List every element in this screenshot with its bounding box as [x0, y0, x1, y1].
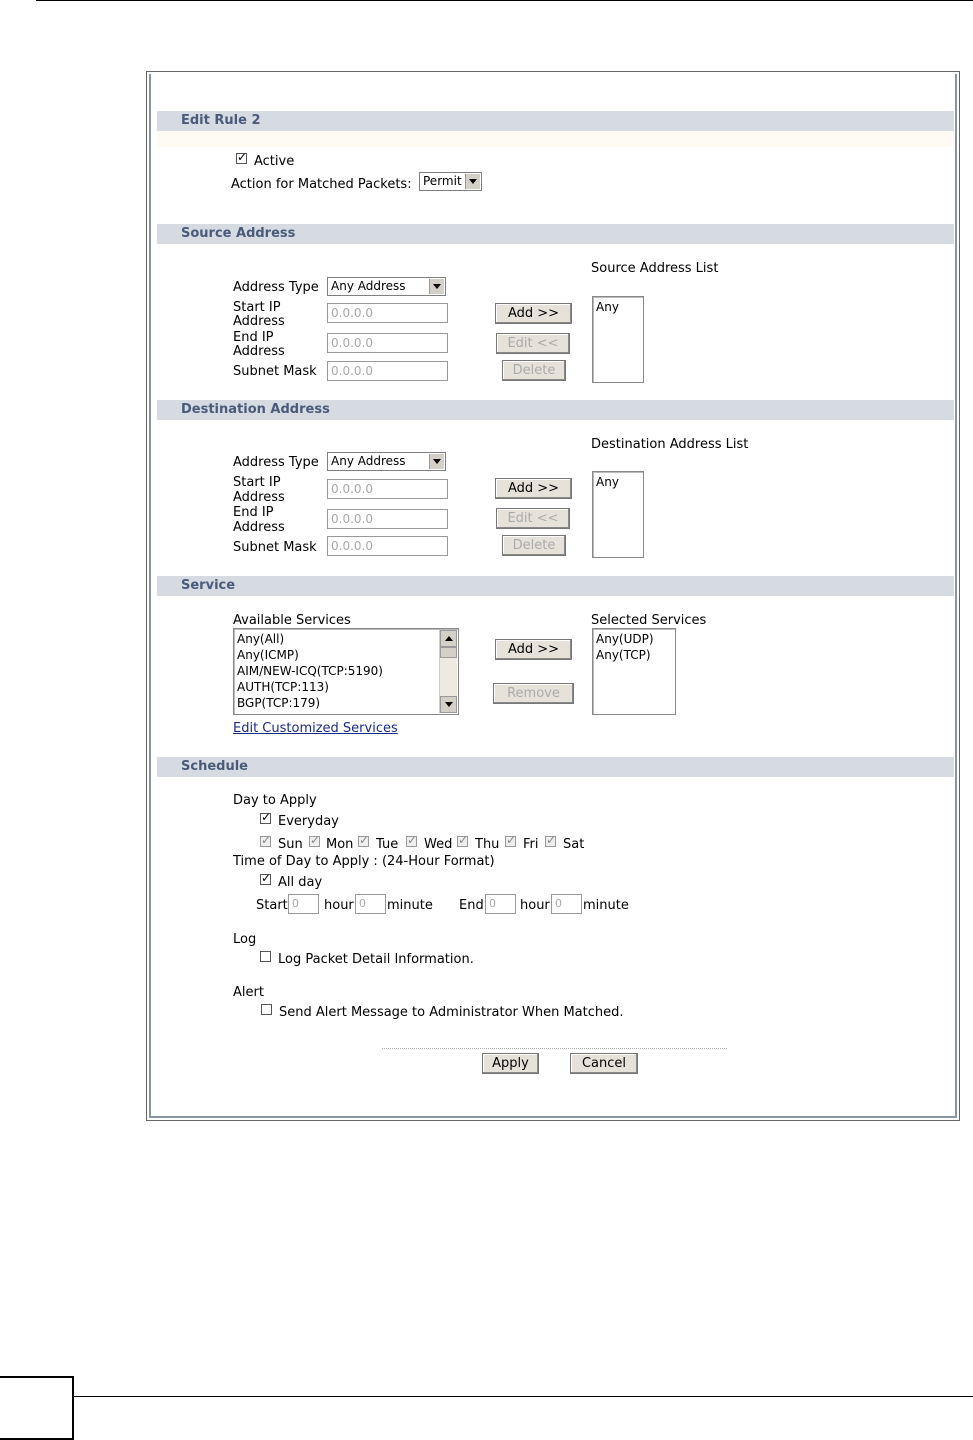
source-start-ip-input[interactable]: 0.0.0.0 [327, 303, 448, 323]
log-title: Log [233, 932, 257, 947]
source-end-ip-label: End IP [233, 330, 274, 345]
source-address-type-value: Any Address [331, 279, 406, 293]
sat-label: Sat [563, 837, 585, 852]
destination-start-ip-label-2: Address [233, 490, 285, 505]
start-label: Start [256, 898, 288, 913]
selected-services-title: Selected Services [591, 613, 707, 628]
service-add-button[interactable]: Add >> [495, 639, 572, 660]
destination-title: Destination Address [181, 402, 330, 417]
scroll-down-icon[interactable] [440, 696, 457, 713]
fri-label: Fri [523, 837, 539, 852]
thu-label: Thu [475, 837, 500, 852]
source-list-title: Source Address List [591, 261, 719, 276]
wed-checkbox[interactable] [406, 836, 417, 847]
destination-address-type-select[interactable] [327, 452, 446, 471]
chevron-down-icon [429, 279, 444, 294]
destination-address-type-value: Any Address [331, 454, 406, 468]
chevron-down-icon [465, 174, 480, 189]
chevron-down-icon [429, 454, 444, 469]
schedule-header [157, 757, 954, 777]
destination-end-ip-input[interactable]: 0.0.0.0 [327, 509, 448, 529]
source-end-ip-label-2: Address [233, 344, 285, 359]
source-address-list[interactable] [592, 296, 644, 383]
action-label: Action for Matched Packets: [231, 177, 412, 192]
destination-add-button[interactable]: Add >> [495, 478, 572, 499]
log-checkbox[interactable] [260, 951, 271, 962]
destination-address-list[interactable] [592, 471, 644, 558]
scroll-thumb[interactable] [440, 647, 457, 658]
destination-subnet-label: Subnet Mask [233, 540, 317, 555]
end-hour-label: hour [520, 898, 550, 913]
source-edit-button[interactable]: Edit << [496, 333, 570, 354]
available-services-scrollbar[interactable] [439, 630, 457, 713]
source-end-ip-input[interactable]: 0.0.0.0 [327, 333, 448, 353]
alert-checkbox[interactable] [261, 1004, 272, 1015]
list-item[interactable]: Any(TCP) [596, 648, 651, 662]
source-delete-button[interactable]: Delete [502, 360, 566, 381]
start-hour-input[interactable]: 0 [288, 894, 319, 914]
available-services-list[interactable] [233, 628, 459, 715]
tue-checkbox[interactable] [358, 836, 369, 847]
end-label: End [459, 898, 484, 913]
allday-checkbox[interactable] [260, 874, 271, 885]
destination-address-type-label: Address Type [233, 455, 319, 470]
page-footer-rule [74, 1396, 973, 1397]
action-select[interactable] [419, 172, 482, 191]
source-add-button[interactable]: Add >> [495, 303, 572, 324]
destination-delete-button[interactable]: Delete [502, 535, 566, 556]
active-checkbox[interactable] [236, 153, 247, 164]
destination-end-ip-label: End IP [233, 505, 274, 520]
mon-label: Mon [326, 837, 354, 852]
schedule-title: Schedule [181, 759, 248, 774]
end-minute-label: minute [583, 898, 629, 913]
start-minute-label: minute [387, 898, 433, 913]
cancel-button[interactable]: Cancel [570, 1053, 638, 1074]
time-of-day-title: Time of Day to Apply : (24-Hour Format) [233, 854, 495, 869]
active-label: Active [254, 154, 295, 169]
service-header [157, 576, 954, 596]
action-select-value: Permit [423, 174, 462, 188]
tue-label: Tue [376, 837, 399, 852]
list-item[interactable]: Any(All) [237, 632, 285, 646]
edit-rule-header [157, 111, 954, 131]
source-subnet-label: Subnet Mask [233, 364, 317, 379]
start-minute-input[interactable]: 0 [355, 894, 386, 914]
log-option-label: Log Packet Detail Information. [278, 952, 474, 967]
apply-button[interactable]: Apply [482, 1053, 539, 1074]
scroll-up-icon[interactable] [440, 630, 457, 647]
edit-customized-services-link[interactable]: Edit Customized Services [233, 721, 398, 736]
everyday-checkbox[interactable] [260, 813, 271, 824]
source-start-ip-label: Start IP [233, 300, 281, 315]
start-hour-label: hour [324, 898, 354, 913]
source-title: Source Address [181, 226, 296, 241]
source-start-ip-label-2: Address [233, 314, 285, 329]
edit-rule-title: Edit Rule 2 [181, 113, 261, 128]
destination-start-ip-label: Start IP [233, 475, 281, 490]
sat-checkbox[interactable] [545, 836, 556, 847]
source-address-type-label: Address Type [233, 280, 319, 295]
day-to-apply-title: Day to Apply [233, 793, 317, 808]
destination-subnet-input[interactable]: 0.0.0.0 [327, 536, 448, 556]
end-minute-input[interactable]: 0 [551, 894, 582, 914]
sun-checkbox[interactable] [260, 836, 271, 847]
alert-option-label: Send Alert Message to Administrator When Matched. [279, 1005, 624, 1020]
list-item[interactable]: AUTH(TCP:113) [237, 680, 329, 694]
mon-checkbox[interactable] [309, 836, 320, 847]
thu-checkbox[interactable] [457, 836, 468, 847]
list-item[interactable]: BGP(TCP:179) [237, 696, 321, 710]
page-top-rule [36, 0, 973, 1]
list-item[interactable]: AIM/NEW-ICQ(TCP:5190) [237, 664, 383, 678]
service-title: Service [181, 578, 236, 593]
list-item[interactable]: Any [596, 300, 619, 314]
destination-list-title: Destination Address List [591, 437, 749, 452]
available-services-title: Available Services [233, 613, 351, 628]
wed-label: Wed [424, 837, 453, 852]
list-item[interactable]: Any(ICMP) [237, 648, 299, 662]
page-number-box [0, 1376, 74, 1440]
allday-label: All day [278, 875, 323, 890]
end-hour-input[interactable]: 0 [485, 894, 516, 914]
fri-checkbox[interactable] [505, 836, 516, 847]
divider [382, 1048, 727, 1049]
list-item[interactable]: Any [596, 475, 619, 489]
source-subnet-input[interactable]: 0.0.0.0 [327, 361, 448, 381]
everyday-label: Everyday [278, 814, 339, 829]
edit-rule-band [157, 131, 954, 147]
service-remove-button[interactable]: Remove [493, 683, 574, 704]
list-item[interactable]: Any(UDP) [596, 632, 654, 646]
destination-end-ip-label-2: Address [233, 520, 285, 535]
destination-start-ip-input[interactable]: 0.0.0.0 [327, 479, 448, 499]
alert-title: Alert [233, 985, 264, 1000]
selected-services-list[interactable] [592, 628, 676, 715]
destination-edit-button[interactable]: Edit << [496, 508, 570, 529]
sun-label: Sun [278, 837, 303, 852]
source-address-type-select[interactable] [327, 277, 446, 296]
